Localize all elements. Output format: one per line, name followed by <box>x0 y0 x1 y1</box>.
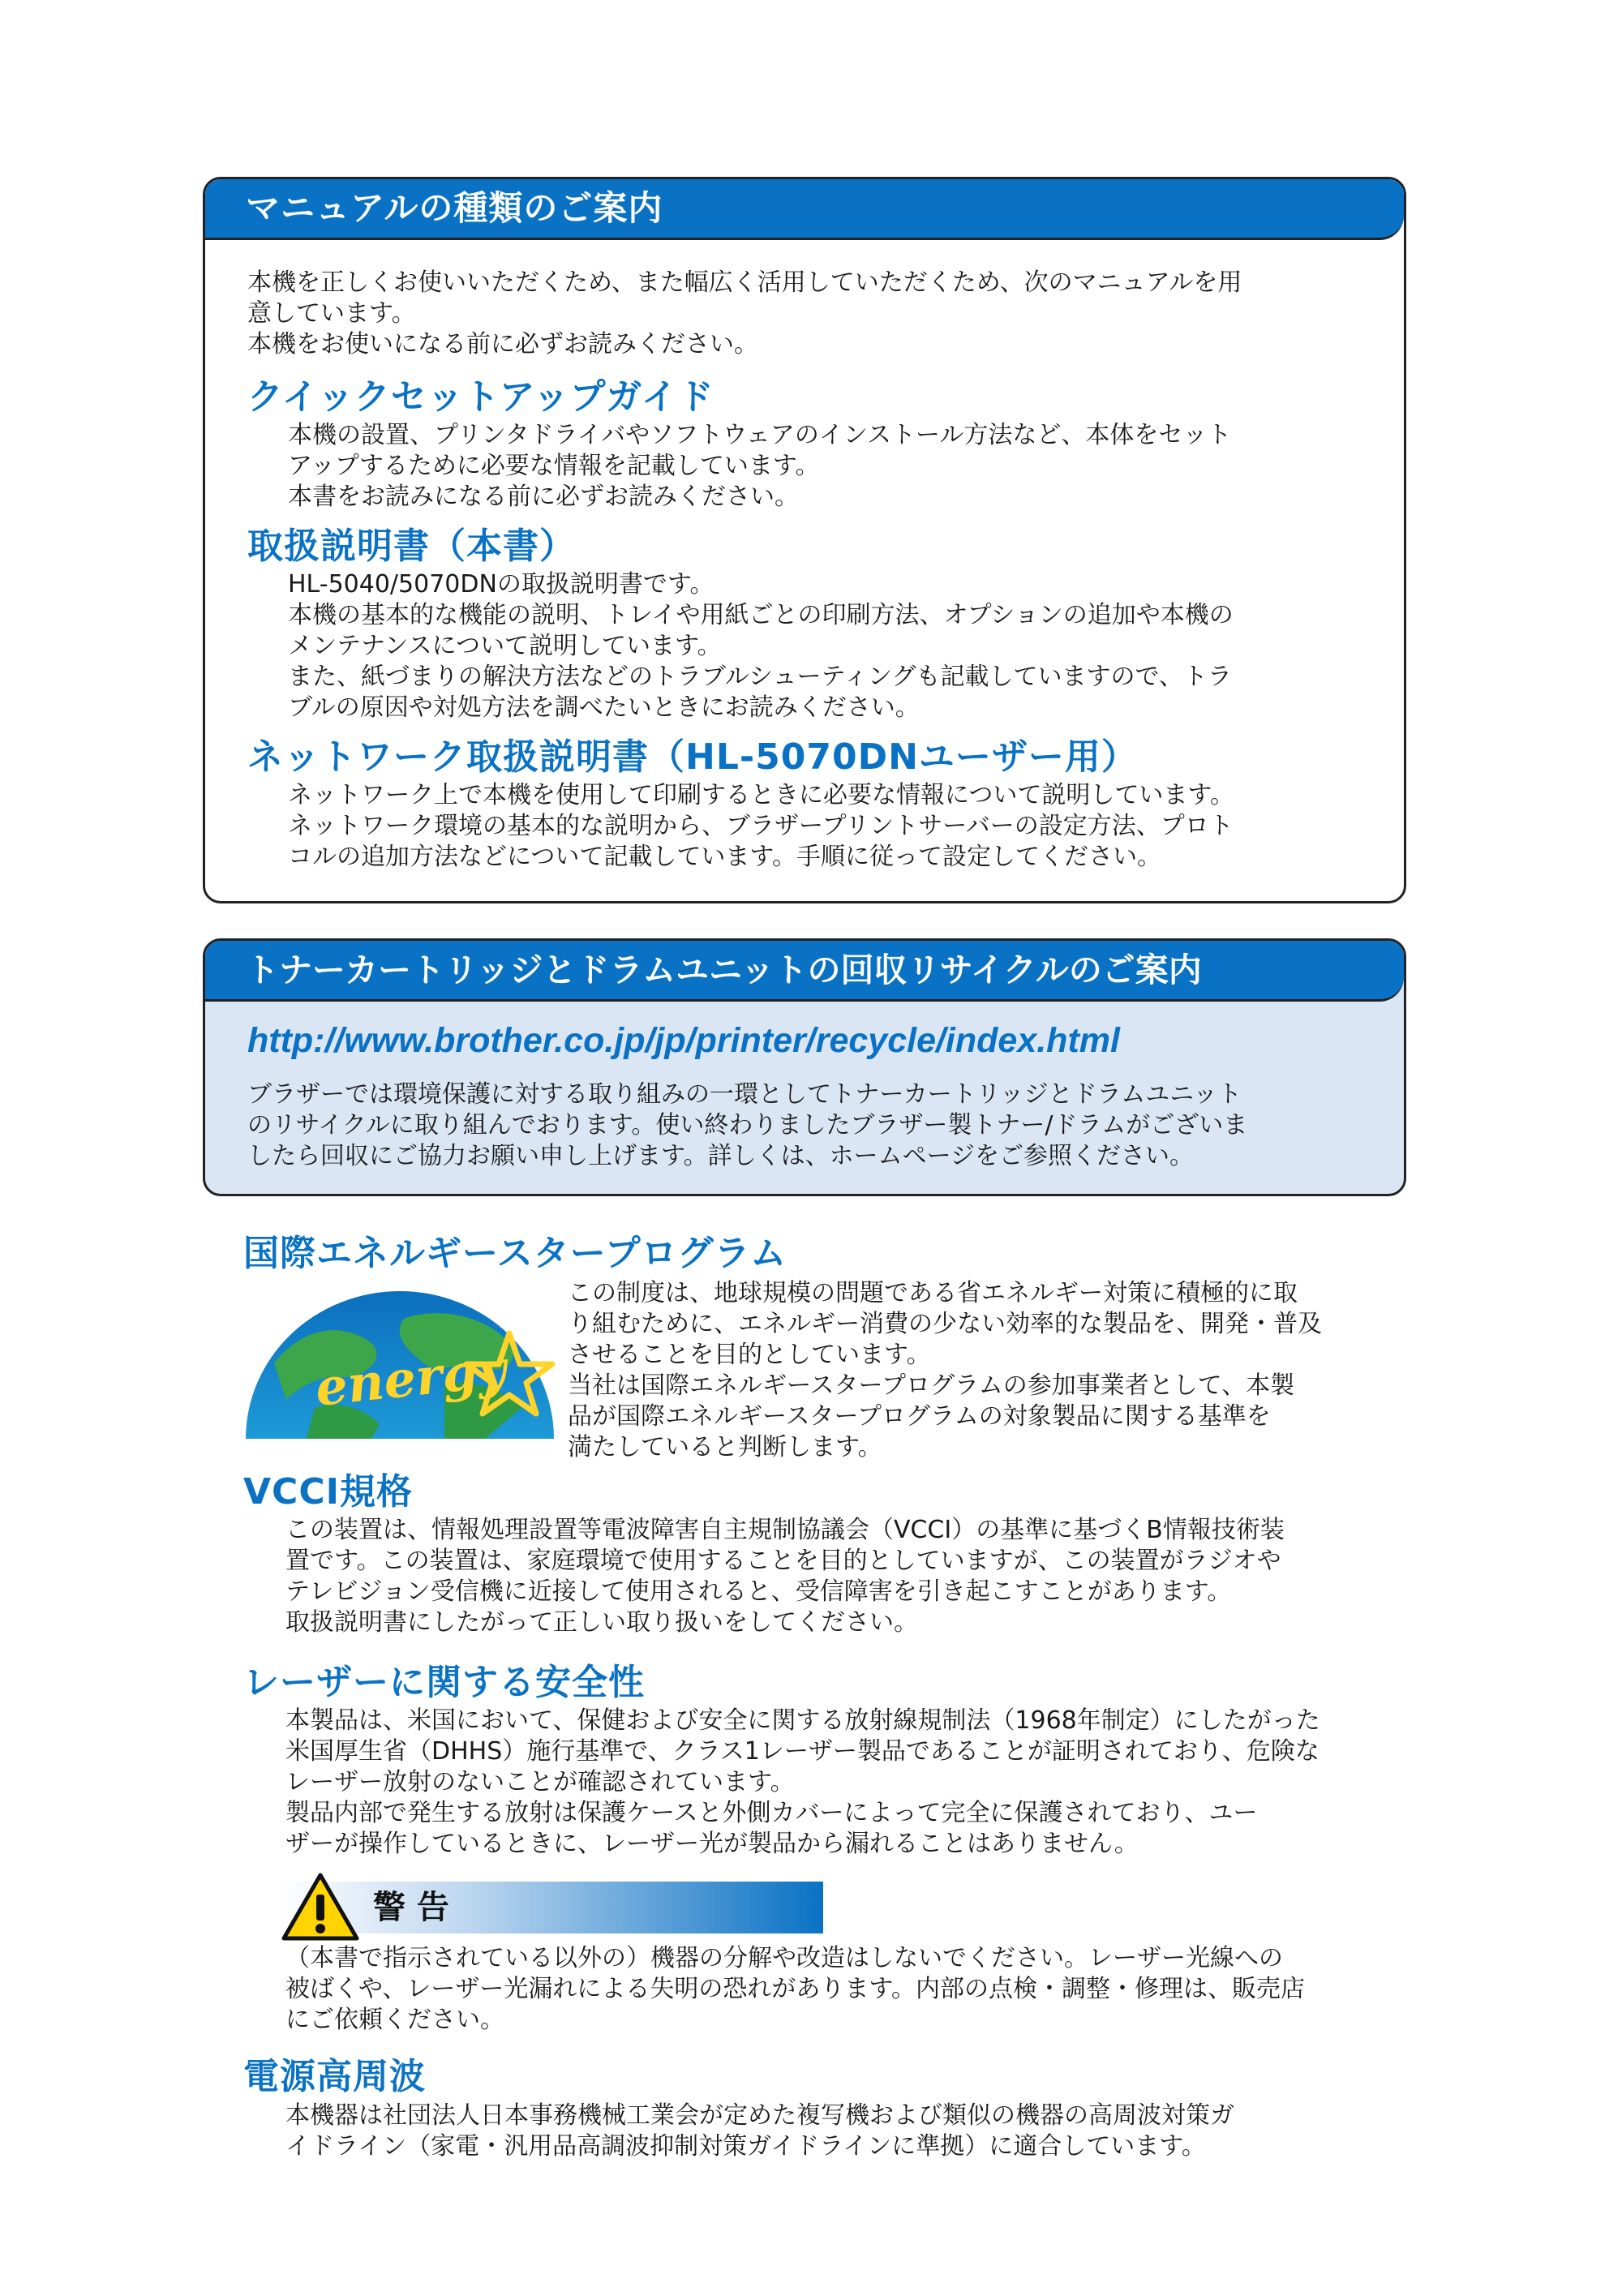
quick-setup-body: 本機の設置、プリンタドライバやソフトウェアのインストール方法など、本体をセット アップするために必要な情報を記載しています。 本書をお読みになる前に必ずお読みください。 <box>288 421 1232 511</box>
energy-star-logo <box>242 1286 558 1440</box>
manuals-title: マニュアルの種類のご案内 <box>205 179 1404 240</box>
recycle-url-link[interactable]: http://www.brother.co.jp/jp/printer/recycle/index.html <box>247 1021 1120 1060</box>
network-guide-body: ネットワーク上で本機を使用して印刷するときに必要な情報について説明しています。 ネットワーク環境の基本的な説明から、ブラザープリントサーバーの設定方法、プロト コルの追加方法などについて記載しています。手順に従って設定してください。 <box>288 781 1234 871</box>
user-guide-heading: 取扱説明書（本書） <box>247 526 576 567</box>
manuals-intro: 本機を正しくお使いいただくため、また幅広く活用していただくため、次のマニュアルを用 意しています。 本機をお使いになる前に必ずお読みください。 <box>247 268 1242 358</box>
user-guide-body: HL-5040/5070DNの取扱説明書です。 本機の基本的な機能の説明、トレイや用紙ごとの印刷方法、オプションの追加や本機の メンテナンスについて説明しています。 また、紙づまりの解決方法などのトラブルシューティングも記載していますので、トラ ブルの原因や対処方法を調べたいときにお読みください。 <box>288 570 1234 722</box>
energy-logo-text: energy <box>312 1338 509 1418</box>
laser-heading: レーザーに関する安全性 <box>243 1662 645 1703</box>
recycle-box <box>203 938 1406 1196</box>
vcci-heading: VCCI規格 <box>243 1471 414 1513</box>
warning-body: （本書で指示されている以外の）機器の分解や改造はしないでください。レーザー光線への 被ばくや、レーザー光漏れによる失明の恐れがあります。内部の点検・調整・修理は、販売店 にご依頼ください。 <box>285 1944 1305 2034</box>
harmonic-body: 本機器は社団法人日本事務機械工業会が定めた複写機および類似の機器の高周波対策ガ イドライン（家電・汎用品高調波抑制対策ガイドラインに準拠）に適合しています。 <box>285 2101 1234 2161</box>
manuals-box <box>203 177 1406 903</box>
harmonic-heading: 電源高周波 <box>243 2056 426 2097</box>
recycle-body: ブラザーでは環境保護に対する取り組みの一環としてトナーカートリッジとドラムユニット のリサイクルに取り組んでおります。使い終わりましたブラザー製トナー/ドラムがございま したら回収にご協力お願い申し上げます。詳しくは、ホームページをご参照ください。 <box>247 1080 1248 1170</box>
energy-heading: 国際エネルギースタープログラム <box>243 1233 787 1274</box>
quick-setup-heading: クイックセットアップガイド <box>247 376 714 418</box>
recycle-title: トナーカートリッジとドラムユニットの回収リサイクルのご案内 <box>205 941 1404 1002</box>
warning-bar <box>280 1882 823 1933</box>
vcci-body: この装置は、情報処理設置等電波障害自主規制協議会（VCCI）の基準に基づくB情報技術装 置です。この装置は、家庭環境で使用することを目的としていますが、この装置がラジオや テレビジョン受信機に近接して使用されると、受信障害を引き起こすことがあります。 取扱説明書にしたがって正しい取り扱いをしてください。 <box>285 1516 1285 1637</box>
warning-icon <box>280 1870 361 1943</box>
laser-body: 本製品は、米国において、保健および安全に関する放射線規制法（1968年制定）にしたがった 米国厚生省（DHHS）施行基準で、クラス1レーザー製品であることが証明されており、危険な レーザー放射のないことが確認されています。 製品内部で発生する放射は保護ケースと外側カバーによって完全に保護されており、ユー ザーが操作しているときに、レーザー光が製品から漏れることはありません。 <box>285 1706 1320 1858</box>
energy-body: この制度は、地球規模の問題である省エネルギー対策に積極的に取 り組むために、エネルギー消費の少ない効率的な製品を、開発・普及 させることを目的としています。 当社は国際エネルギースタープログラムの参加事業者として、本製 品が国際エネルギースタープログラムの対象製品に関する基準を 満たしていると判断します。 <box>568 1279 1322 1461</box>
warning-label: 警 告 <box>373 1889 449 1926</box>
network-guide-heading: ネットワーク取扱説明書（HL-5070DNユーザー用） <box>247 736 1138 778</box>
